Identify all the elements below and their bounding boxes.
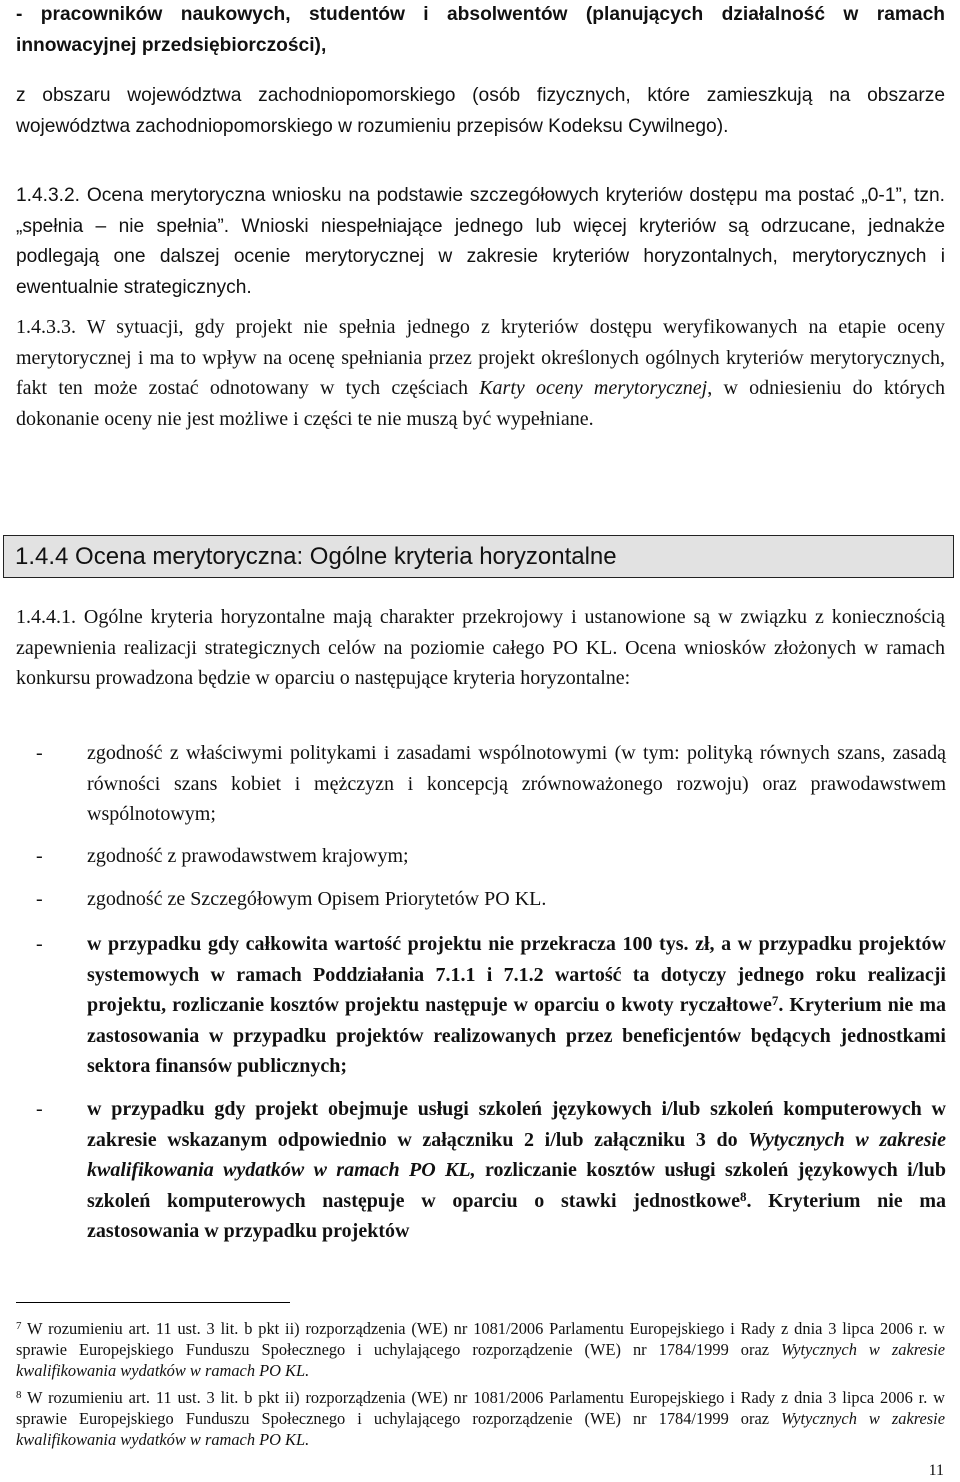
page-number: 11 — [928, 1462, 944, 1479]
footnote-separator — [16, 1302, 290, 1303]
paragraph-1-4-3-2-part1: 1.4.3.2. Ocena merytoryczna wniosku na podstawie szczegółowych kryteriów dostępu ma postać „0-1”, tzn. „spełnia – nie spełnia”. — [16, 185, 945, 237]
section-heading: 1.4.4 Ocena merytoryczna: Ogólne kryteria horyzontalne — [3, 535, 954, 578]
bullet-5-italic: Wytycznych w zakresie kwalifikowania wydatków w ramach PO KL, — [87, 1128, 946, 1181]
bullet-4-part2: . Kryterium nie ma zastosowania w przypadku projektów realizowanych przez beneficjentów będących jednostkami sektora finansów publicznych; — [87, 994, 946, 1077]
paragraph-1-4-3-3-italic: Karty oceny merytorycznej — [479, 377, 708, 399]
bullet-dash: - — [36, 742, 43, 764]
footnote-8-italic: Wytycznych w zakresie kwalifikowania wydatków w ramach PO KL. — [16, 1409, 946, 1449]
intro-item-2: z obszaru województwa zachodniopomorskiego (osób fizycznych, które zamieszkują na obszarze województwa zachodniopomorskiego w rozumieniu przepisów Kodeksu Cywilnego). — [16, 85, 945, 137]
footnote-7-number: 7 — [16, 1320, 22, 1332]
paragraph-1-4-3-2 — [16, 181, 945, 303]
paragraph-1-4-4-1: 1.4.4.1. Ogólne kryteria horyzontalne mają charakter przekrojowy i ustanowione są w związku z koniecznością zapewnienia realizacji strategicznych celów na poziomie całego PO KL. Ocena wniosków złożonych w ramach konkursu prowadzona będzie w oparciu o następujące kryteria horyzontalne: — [16, 606, 945, 689]
paragraph-1-4-3-3-part1: 1.4.3.3. W sytuacji, gdy projekt nie spełnia jednego z kryteriów dostępu weryfikowanych na etapie oceny merytorycznej i ma to wpływ na ocenę spełniania przez projekt określonych ogólnych kryteriów merytorycznych, fakt ten może zostać odnotowany w tych częściach — [16, 316, 945, 399]
paragraph-1-4-3-3-part2: , w odniesieniu do których dokonanie oceny nie jest możliwe i części te nie muszą być wypełniane. — [16, 377, 945, 430]
bullet-text-4 — [87, 929, 946, 1082]
paragraph-1-4-3-2-part2: Wnioski niespełniające jednego lub więcej kryteriów są odrzucane, jednakże podlegają one dalszej ocenie merytorycznej w zakresie kryteriów horyzontalnych, merytorycznych i ewentualnie strategicznych. — [16, 215, 945, 298]
footnote-ref-7[interactable]: 7 — [771, 993, 779, 1008]
footnote-7-text: W rozumieniu art. 11 ust. 3 lit. b pkt ii) rozporządzenia (WE) nr 1081/2006 Parlamentu Europejskiego i Rady z dnia 3 lipca 2006 r. w sprawie Europejskiego Funduszu Społecznego i uchylającego rozporządzenie (WE) nr 1784/1999 oraz — [16, 1319, 945, 1359]
bullet-text-2: zgodność z prawodawstwem krajowym; — [87, 845, 409, 867]
paragraph-1-4-3-3 — [16, 312, 945, 434]
bullet-dash: - — [36, 845, 43, 867]
bullet-text-1: zgodność z właściwymi politykami i zasadami wspólnotowymi (w tym: polityką równych szans, zasadą równości szans kobiet i mężczyzn i koncepcją zrównoważonego rozwoju) oraz prawodawstwem wspólnotowym; — [87, 742, 946, 825]
footnote-8-text: W rozumieniu art. 11 ust. 3 lit. b pkt ii) rozporządzenia (WE) nr 1081/2006 Parlamentu Europejskiego i Rady z dnia 3 lipca 2006 r. w sprawie Europejskiego Funduszu Społecznego i uchylającego rozporządzenie (WE) nr 1784/1999 oraz — [16, 1388, 945, 1428]
bullet-5-part1: w przypadku gdy projekt obejmuje usługi szkoleń językowych i/lub szkoleń komputerowych w zakresie wskazanym odpowiednio w załączniku 2 i/lub załączniku 3 do — [87, 1098, 946, 1151]
bullet-5-part3: . Kryterium nie ma zastosowania w przypadku projektów — [87, 1189, 947, 1242]
bullet-dash: - — [36, 888, 43, 910]
footnote-7 — [16, 1318, 945, 1381]
footnote-7-italic: Wytycznych w zakresie kwalifikowania wydatków w ramach PO KL. — [16, 1340, 946, 1380]
bullet-dash: - — [36, 1098, 43, 1120]
bullet-4-part1: w przypadku gdy całkowita wartość projektu nie przekracza 100 tys. zł, a w przypadku projektów systemowych w ramach Poddziałania 7.1.1 i 7.1.2 wartość ta dotyczy jednego roku realizacji projektu, rozliczanie kosztów projektu następuje w oparciu o kwoty ryczałtowe — [87, 933, 946, 1016]
bullet-text-3: zgodność ze Szczegółowym Opisem Priorytetów PO KL. — [87, 888, 547, 910]
bullet-dash: - — [36, 933, 43, 955]
intro-item-1: - pracowników naukowych, studentów i absolwentów (planujących działalność w ramach innowacyjnej przedsiębiorczości), — [16, 4, 945, 56]
bullet-5-part2: rozliczanie kosztów usługi szkoleń językowych i/lub szkoleń komputerowych następuje w oparciu o stawki jednostkowe — [87, 1159, 946, 1212]
footnote-ref-8[interactable]: 8 — [739, 1188, 747, 1204]
footnote-8-number: 8 — [16, 1389, 22, 1401]
bullet-text-5 — [87, 1094, 946, 1247]
footnote-8 — [16, 1387, 945, 1450]
